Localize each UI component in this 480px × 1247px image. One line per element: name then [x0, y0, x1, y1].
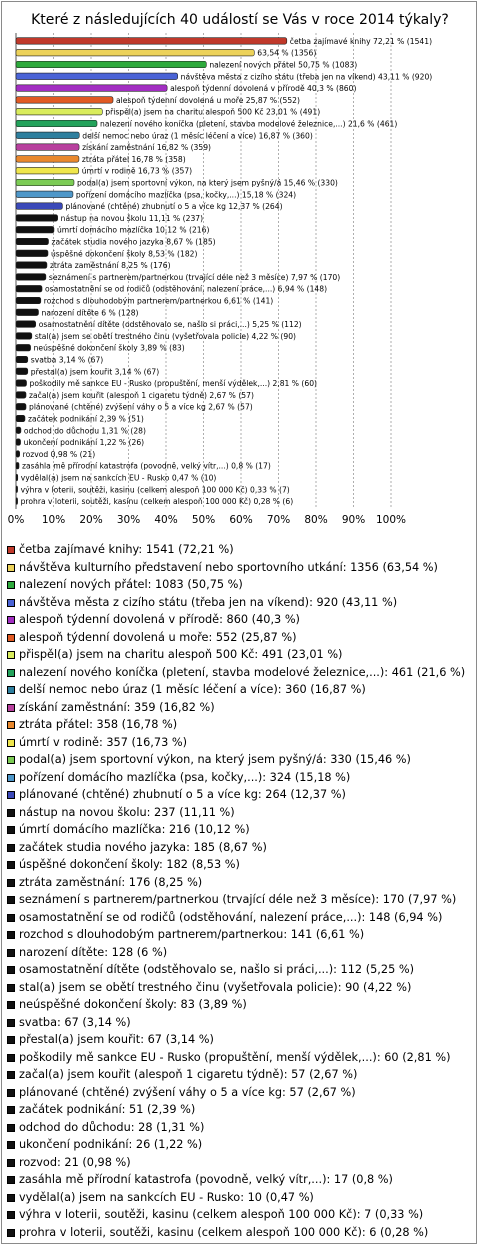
legend-item [6, 839, 474, 857]
legend-label: plánované (chtěné) zhubnutí o 5 a více kg: 264 (12,37 %) [19, 788, 346, 801]
legend-item [6, 751, 474, 769]
bar-data-label: plánované (chtěné) zhubnutí o 5 a více kg 12,37 % (264) [65, 202, 283, 212]
legend-label: výhra v loterii, soutěži, kasinu (celkem alespoň 100 000 Kč): 7 (0,33 %) [19, 1208, 424, 1221]
legend-item [6, 1031, 474, 1049]
legend-item [6, 1206, 474, 1224]
legend-label: prohra v loterii, soutěži, kasinu (celkem alespoň 100 000 Kč): 6 (0,28 %) [19, 1225, 429, 1239]
legend-swatch [7, 634, 15, 642]
legend-item [6, 611, 474, 629]
bar-data-label: četba zajímavé knihy 72,21 % (1541) [289, 36, 433, 46]
legend-item [6, 1171, 474, 1189]
bar [16, 462, 19, 469]
bar-data-label: zasáhla mě přírodní katastrofa (povodně, velký vítr,...) 0,8 % (17) [22, 461, 271, 471]
legend-swatch [7, 896, 15, 904]
legend-label: osamostatnění dítěte (odstěhovalo se, našlo si práci,...): 112 (5,25 %) [19, 963, 414, 976]
legend-label: přispěl(a) jsem na charitu alespoň 500 Kč: 491 (23,01 %) [19, 648, 343, 661]
bar-data-label: prohra v loterii, soutěži, kasinu (celkem alespoň 100 000 Kč) 0,28 % (6) [20, 497, 294, 507]
legend-swatch [7, 914, 15, 922]
legend-item [6, 1049, 474, 1067]
legend-swatch [7, 879, 15, 887]
x-tick-label: 90% [341, 514, 366, 526]
x-tick-label: 70% [266, 514, 291, 526]
legend-label: ztráta přátel: 358 (16,78 %) [19, 718, 178, 731]
legend-item [6, 576, 474, 594]
legend-swatch [7, 809, 15, 817]
x-tick-label: 10% [41, 514, 66, 526]
legend-item [6, 664, 474, 682]
legend-swatch [7, 931, 15, 939]
chart-title: Které z následujících 40 událostí se Vás v roce 2014 týkaly? [31, 12, 449, 28]
bar-chart-plot [0, 0, 480, 540]
bar [16, 203, 62, 210]
legend-swatch [7, 1194, 15, 1202]
legend-swatch [7, 1089, 15, 1097]
legend-swatch [7, 1159, 15, 1167]
legend-item [6, 996, 474, 1014]
legend-label: stal(a) jsem se obětí trestného činu (vyšetřovala policie): 90 (4,22 %) [19, 980, 412, 994]
legend-label: poškodily mě sankce EU - Rusko (propuštění, menší výdělek,...): 60 (2,81 %) [19, 1050, 451, 1064]
legend-label: osamostatnění se od rodičů (odstěhování, nalezení práce,...): 148 (6,94 %) [19, 910, 443, 924]
bar [16, 427, 21, 434]
legend-swatch [7, 599, 15, 607]
bar-data-label: stal(a) jsem se obětí trestného činu (vyšetřovala policie) 4,22 % (90) [34, 331, 297, 341]
legend-item [6, 1014, 474, 1032]
legend-item [6, 1066, 474, 1084]
bar [16, 380, 27, 387]
legend-item [6, 926, 474, 944]
x-tick-label: 40% [154, 514, 178, 526]
bar-data-label: narození dítěte 6 % (128) [41, 308, 139, 318]
legend-swatch [7, 564, 15, 572]
bar-data-label: neúspěšné dokončení školy 3,89 % (83) [33, 343, 185, 353]
bar [16, 215, 58, 222]
bar-data-label: podal(a) jsem sportovní výkon, na který jsem pyšný/á 15,46 % (330) [76, 178, 338, 188]
legend-swatch [7, 686, 15, 694]
legend-label: zasáhla mě přírodní katastrofa (povodně, velký vítr,...): 17 (0,8 %) [19, 1173, 393, 1186]
legend-label: přestal(a) jsem kouřit: 67 (3,14 %) [19, 1033, 214, 1046]
bar-data-label: přispěl(a) jsem na charitu alespoň 500 Kč 23,01 % (491) [105, 107, 321, 117]
legend-swatch [7, 756, 15, 764]
legend-item [6, 961, 474, 979]
legend-item [6, 629, 474, 647]
legend-label: rozchod s dlouhodobým partnerem/partnerkou: 141 (6,61 %) [19, 928, 365, 941]
legend-swatch [7, 1229, 15, 1237]
legend-item [6, 594, 474, 612]
bar [16, 191, 73, 198]
legend-swatch [7, 826, 15, 834]
legend-swatch [7, 739, 15, 747]
legend-item [6, 804, 474, 822]
bar-data-label: alespoň týdenní dovolená v přírodě 40,3 % (860) [170, 84, 357, 94]
bar-data-label: získání zaměstnání 16,82 % (359) [82, 143, 212, 153]
legend-label: rozvod: 21 (0,98 %) [19, 1155, 131, 1169]
bar [16, 451, 20, 458]
legend-item [6, 944, 474, 962]
legend-item [6, 541, 474, 559]
bar-data-label: osamostatnění se od rodičů (odstěhování, nalezení práce,...) 6,94 % (148) [45, 284, 328, 294]
bar [16, 144, 79, 151]
legend-label: svatba: 67 (3,14 %) [19, 1015, 131, 1029]
bar-data-label: seznámení s partnerem/partnerkou (trvající déle než 3 měsíce) 7,97 % (170) [48, 272, 341, 282]
bar [16, 274, 46, 281]
legend-label: podal(a) jsem sportovní výkon, na který jsem pyšný/á: 330 (15,46 %) [19, 753, 411, 766]
legend-label: vydělal(a) jsem na sankcích EU - Rusko: 10 (0,47 %) [19, 1190, 314, 1204]
bar [16, 238, 49, 245]
legend-item [6, 874, 474, 892]
legend-label: ukončení podnikání: 26 (1,22 %) [19, 1138, 203, 1151]
legend-item [6, 769, 474, 787]
chart-legend [6, 541, 474, 1241]
x-tick-label: 60% [229, 514, 253, 526]
legend-swatch [7, 721, 15, 729]
bar-data-label: úmrtí domácího mazlíčka 10,12 % (216) [56, 225, 210, 235]
legend-label: narození dítěte: 128 (6 %) [19, 945, 168, 959]
legend-label: alespoň týdenní dovolená v přírodě: 860 (40,3 %) [19, 613, 300, 626]
bar-data-label: plánované (chtěné) zvýšení váhy o 5 a více kg 2,67 % (57) [29, 402, 253, 412]
bar [16, 321, 36, 328]
bar-data-label: 63,54 % (1356) [257, 48, 317, 58]
x-tick-label: 100% [375, 514, 407, 526]
legend-item [6, 891, 474, 909]
legend-item [6, 1119, 474, 1137]
bar-data-label: ztráta přátel 16,78 % (358) [81, 154, 186, 164]
bar-data-label: odchod do důchodu 1,31 % (28) [23, 426, 146, 436]
legend-swatch [7, 546, 15, 554]
bar [16, 73, 178, 80]
legend-swatch [7, 1001, 15, 1009]
bar [16, 368, 28, 375]
x-tick-label: 30% [116, 514, 141, 526]
bar-data-label: delší nemoc nebo úraz (1 měsíc léčení a více) 16,87 % (360) [82, 131, 313, 141]
x-tick-label: 80% [304, 514, 328, 526]
legend-item [6, 821, 474, 839]
bar-data-label: pořízení domácího mazlíčka (psa, kočky,...) 15,18 % (324) [75, 190, 297, 200]
legend-label: alespoň týdenní dovolená u moře: 552 (25,87 %) [19, 630, 297, 644]
bar [16, 498, 18, 505]
x-tick-label: 50% [191, 514, 216, 526]
bar-data-label: alespoň týdenní dovolená u moře 25,87 % (552) [116, 95, 300, 105]
bar [16, 38, 287, 45]
legend-label: četba zajímavé knihy: 1541 (72,21 %) [19, 543, 234, 556]
bar [16, 179, 74, 186]
legend-label: návštěva kulturního představení nebo sportovního utkání: 1356 (63,54 %) [19, 560, 438, 574]
legend-item [6, 856, 474, 874]
bar-data-label: přestal(a) jsem kouřit 3,14 % (67) [30, 367, 160, 377]
bar [16, 392, 26, 399]
legend-swatch [7, 1019, 15, 1027]
legend-item [6, 786, 474, 804]
bar-data-label: poškodily mě sankce EU - Rusko (propuštění, menší výdělek,...) 2,81 % (60) [29, 379, 318, 389]
legend-swatch [7, 669, 15, 677]
legend-swatch [7, 1054, 15, 1062]
legend-label: získání zaměstnání: 359 (16,82 %) [19, 700, 215, 714]
legend-swatch [7, 1036, 15, 1044]
legend-label: seznámení s partnerem/partnerkou (trvající déle než 3 měsíce): 170 (7,97 %) [19, 893, 457, 906]
legend-swatch [7, 704, 15, 712]
legend-label: úspěšné dokončení školy: 182 (8,53 %) [19, 858, 240, 871]
legend-swatch [7, 581, 15, 589]
bar-data-label: výhra v loterii, soutěži, kasinu (celkem alespoň 100 000 Kč) 0,33 % (7) [20, 485, 290, 495]
bar-data-label: úspěšné dokončení školy 8,53 % (182) [50, 249, 198, 259]
bar [16, 333, 32, 340]
legend-swatch [7, 1211, 15, 1219]
bar [16, 97, 113, 104]
bar-data-label: ukončení podnikání 1,22 % (26) [23, 438, 145, 448]
legend-label: nástup na novou školu: 237 (11,11 %) [19, 805, 235, 819]
legend-label: odchod do důchodu: 28 (1,31 %) [19, 1120, 205, 1134]
legend-item [6, 979, 474, 997]
bar-data-label: začátek podnikání 2,39 % (51) [27, 414, 144, 424]
bar-data-label: rozvod 0,98 % (21) [22, 449, 96, 459]
bar-data-label: nalezení nového koníčka (pletení, stavba modelové železnice,...) 21,6 % (461) [100, 119, 398, 129]
bar [16, 167, 79, 174]
legend-swatch [7, 791, 15, 799]
legend-item [6, 734, 474, 752]
bar [16, 156, 79, 163]
bar [16, 285, 42, 292]
bar-data-label: nástup na novou školu 11,11 % (237) [60, 213, 204, 223]
bar [16, 415, 25, 422]
legend-swatch [7, 1071, 15, 1079]
bar-data-label: začátek studia nového jazyka 8,67 % (185) [51, 237, 216, 247]
legend-swatch [7, 844, 15, 852]
legend-label: návštěva města z cizího státu (třeba jen na víkend): 920 (43,11 %) [19, 595, 398, 609]
bar-data-label: rozchod s dlouhodobým partnerem/partnerkou 6,61 % (141) [43, 296, 274, 306]
bar [16, 439, 21, 446]
bar [16, 120, 97, 127]
bar [16, 262, 47, 269]
bar [16, 250, 48, 256]
legend-item [6, 1136, 474, 1154]
legend-label: začátek studia nového jazyka: 185 (8,67 %) [19, 840, 267, 854]
legend-item [6, 1101, 474, 1119]
legend-item [6, 646, 474, 664]
legend-label: delší nemoc nebo úraz (1 měsíc léčení a více): 360 (16,87 %) [19, 683, 366, 696]
legend-label: nalezení nových přátel: 1083 (50,75 %) [19, 578, 243, 591]
legend-label: pořízení domácího mazlíčka (psa, kočky,...): 324 (15,18 %) [19, 770, 351, 784]
legend-label: úmrtí domácího mazlíčka: 216 (10,12 %) [19, 823, 250, 836]
legend-item [6, 1084, 474, 1102]
legend-swatch [7, 966, 15, 974]
bar-data-label: vydělal(a) jsem na sankcích EU - Rusko 0,47 % (10) [20, 473, 217, 483]
legend-swatch [7, 1176, 15, 1184]
bar-data-label: nalezení nových přátel 50,75 % (1083) [209, 60, 358, 70]
x-tick-label: 0% [7, 514, 25, 526]
bar [16, 49, 254, 56]
legend-swatch [7, 1141, 15, 1149]
legend-label: nalezení nového koníčka (pletení, stavba modelové železnice,...): 461 (21,6 %) [19, 665, 466, 679]
bar [16, 356, 28, 363]
bar [16, 61, 206, 68]
legend-label: neúspěšné dokončení školy: 83 (3,89 %) [19, 998, 247, 1011]
legend-label: začátek podnikání: 51 (2,39 %) [19, 1103, 196, 1116]
bar [16, 297, 41, 304]
legend-item [6, 716, 474, 734]
legend-item [6, 1189, 474, 1207]
bar [16, 486, 18, 493]
legend-item [6, 559, 474, 577]
bar [16, 309, 39, 316]
legend-swatch [7, 984, 15, 992]
bar-data-label: ztráta zaměstnání 8,25 % (176) [49, 261, 171, 271]
legend-label: začal(a) jsem kouřit (alespoň 1 cigaretu týdně): 57 (2,67 %) [19, 1068, 358, 1081]
legend-swatch [7, 1106, 15, 1114]
legend-swatch [7, 1124, 15, 1132]
legend-swatch [7, 861, 15, 869]
bar [16, 108, 102, 115]
bar-data-label: návštěva města z cizího státu (třeba jen na víkend) 43,11 % (920) [180, 72, 433, 82]
legend-label: ztráta zaměstnání: 176 (8,25 %) [19, 875, 203, 889]
bar-data-label: osamostatnění dítěte (odstěhovalo se, našlo si práci,...) 5,25 % (112) [38, 320, 302, 330]
legend-item [6, 681, 474, 699]
bar [16, 132, 79, 139]
bar [16, 403, 26, 410]
legend-swatch [7, 651, 15, 659]
legend-item [6, 1154, 474, 1172]
legend-swatch [7, 774, 15, 782]
legend-label: plánované (chtěné) zvýšení váhy o 5 a více kg: 57 (2,67 %) [19, 1085, 356, 1099]
bar [16, 474, 18, 481]
bar [16, 85, 167, 92]
legend-item [6, 909, 474, 927]
bar-data-label: začal(a) jsem kouřit (alespoň 1 cigaretu týdně) 2,67 % (57) [29, 390, 254, 400]
bar [16, 226, 54, 233]
legend-item [6, 1224, 474, 1242]
legend-swatch [7, 616, 15, 624]
bar-data-label: úmrtí v rodině 16,73 % (357) [81, 166, 193, 176]
bar [16, 344, 31, 351]
legend-swatch [7, 949, 15, 957]
legend-item [6, 699, 474, 717]
x-tick-label: 20% [79, 514, 103, 526]
bar-data-label: svatba 3,14 % (67) [30, 355, 104, 365]
legend-label: úmrtí v rodině: 357 (16,73 %) [19, 735, 188, 749]
